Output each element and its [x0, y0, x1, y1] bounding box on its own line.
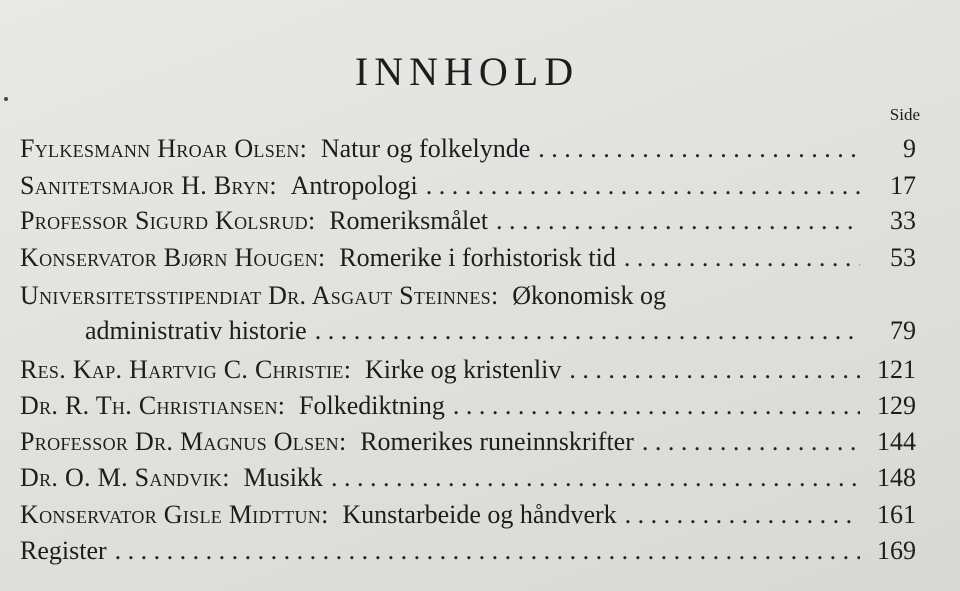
toc-entry: Dr. O. M. Sandvik : Musikk . . . 148 — [20, 460, 916, 496]
entry-author: Dr. O. M. Sandvik — [20, 463, 223, 492]
toc-entry: Fylkesmann Hroar Olsen : Natur og folkelynde . . . 9 — [20, 131, 916, 167]
entry-topic: Natur og folkelynde — [320, 134, 531, 163]
entry-page: 161 — [877, 500, 916, 529]
entry-page: 79 — [890, 316, 916, 345]
entry-author: Universitetsstipendiat Dr. Asgaut Steinnes — [20, 281, 491, 310]
dot-leader — [625, 497, 860, 533]
dot-leader — [642, 424, 860, 460]
entry-page: 33 — [890, 206, 916, 235]
toc-entry: Professor Sigurd Kolsrud : Romeriksmålet . . . 33 — [20, 203, 916, 239]
dot-leader — [426, 168, 860, 204]
entry-topic: Musikk — [243, 463, 323, 492]
dot-leader — [115, 533, 860, 569]
entry-page: 9 — [903, 134, 916, 163]
dot-leader — [331, 460, 860, 496]
entry-author: Professor Sigurd Kolsrud — [20, 206, 308, 235]
toc-entry: Professor Dr. Magnus Olsen : Romerikes runeinnskrifter . . . 144 — [20, 424, 916, 460]
entry-topic: Økonomisk og — [512, 281, 667, 310]
dot-leader — [538, 131, 860, 167]
entry-page: 53 — [890, 243, 916, 272]
entry-topic: Kirke og kristenliv — [364, 355, 562, 384]
entry-topic: Romerike i forhistorisk tid — [339, 243, 616, 272]
toc-entry: Sanitetsmajor H. Bryn : Antropologi . . . 17 — [20, 168, 916, 204]
entry-author: Konservator Gisle Midttun — [20, 500, 322, 529]
page-title: INNHOLD — [354, 49, 580, 94]
entry-topic: Kunstarbeide og håndverk — [342, 500, 617, 529]
dot-leader — [496, 203, 860, 239]
entry-author: Fylkesmann Hroar Olsen — [20, 134, 300, 163]
entry-topic: Romeriksmålet — [329, 206, 489, 235]
entry-topic: Romerikes runeinnskrifter — [360, 427, 634, 456]
print-speck — [4, 97, 8, 101]
entry-author: Professor Dr. Magnus Olsen — [20, 427, 339, 456]
entry-topic-continued: administrativ historie — [85, 316, 307, 345]
dot-leader — [624, 240, 860, 276]
entry-author: Dr. R. Th. Christiansen — [20, 391, 278, 420]
entry-page: 129 — [877, 391, 916, 420]
entry-author: Konservator Bjørn Hougen — [20, 243, 319, 272]
toc-entry: Konservator Gisle Midttun : Kunstarbeide og håndverk . . . 161 — [20, 497, 916, 533]
dot-leader — [453, 388, 860, 424]
entry-page: 144 — [877, 427, 916, 456]
entry-author: Sanitetsmajor H. Bryn — [20, 171, 270, 200]
toc-entry: Konservator Bjørn Hougen : Romerike i forhistorisk tid . . . 53 — [20, 240, 916, 276]
toc-entry: Res. Kap. Hartvig C. Christie : Kirke og kristenliv . . . 121 — [20, 352, 916, 388]
dot-leader — [569, 352, 860, 388]
toc-entry-continuation — [85, 313, 916, 349]
toc-entry: Universitetsstipendiat Dr. Asgaut Steinnes : Økonomisk og — [20, 278, 916, 314]
toc-entry — [20, 533, 916, 569]
dot-leader — [315, 313, 860, 349]
entry-author: Res. Kap. Hartvig C. Christie — [20, 355, 344, 384]
page-column-label: Side — [889, 105, 920, 124]
entry-page: 17 — [890, 171, 916, 200]
entry-topic: Folkediktning — [299, 391, 445, 420]
entry-page: 169 — [877, 536, 916, 565]
entry-page: 121 — [877, 355, 916, 384]
toc-entry: Dr. R. Th. Christiansen : Folkediktning . . . 129 — [20, 388, 916, 424]
entry-page: 148 — [877, 463, 916, 492]
entry-topic: Antropologi — [290, 171, 418, 200]
entry-topic: Register — [20, 536, 107, 565]
